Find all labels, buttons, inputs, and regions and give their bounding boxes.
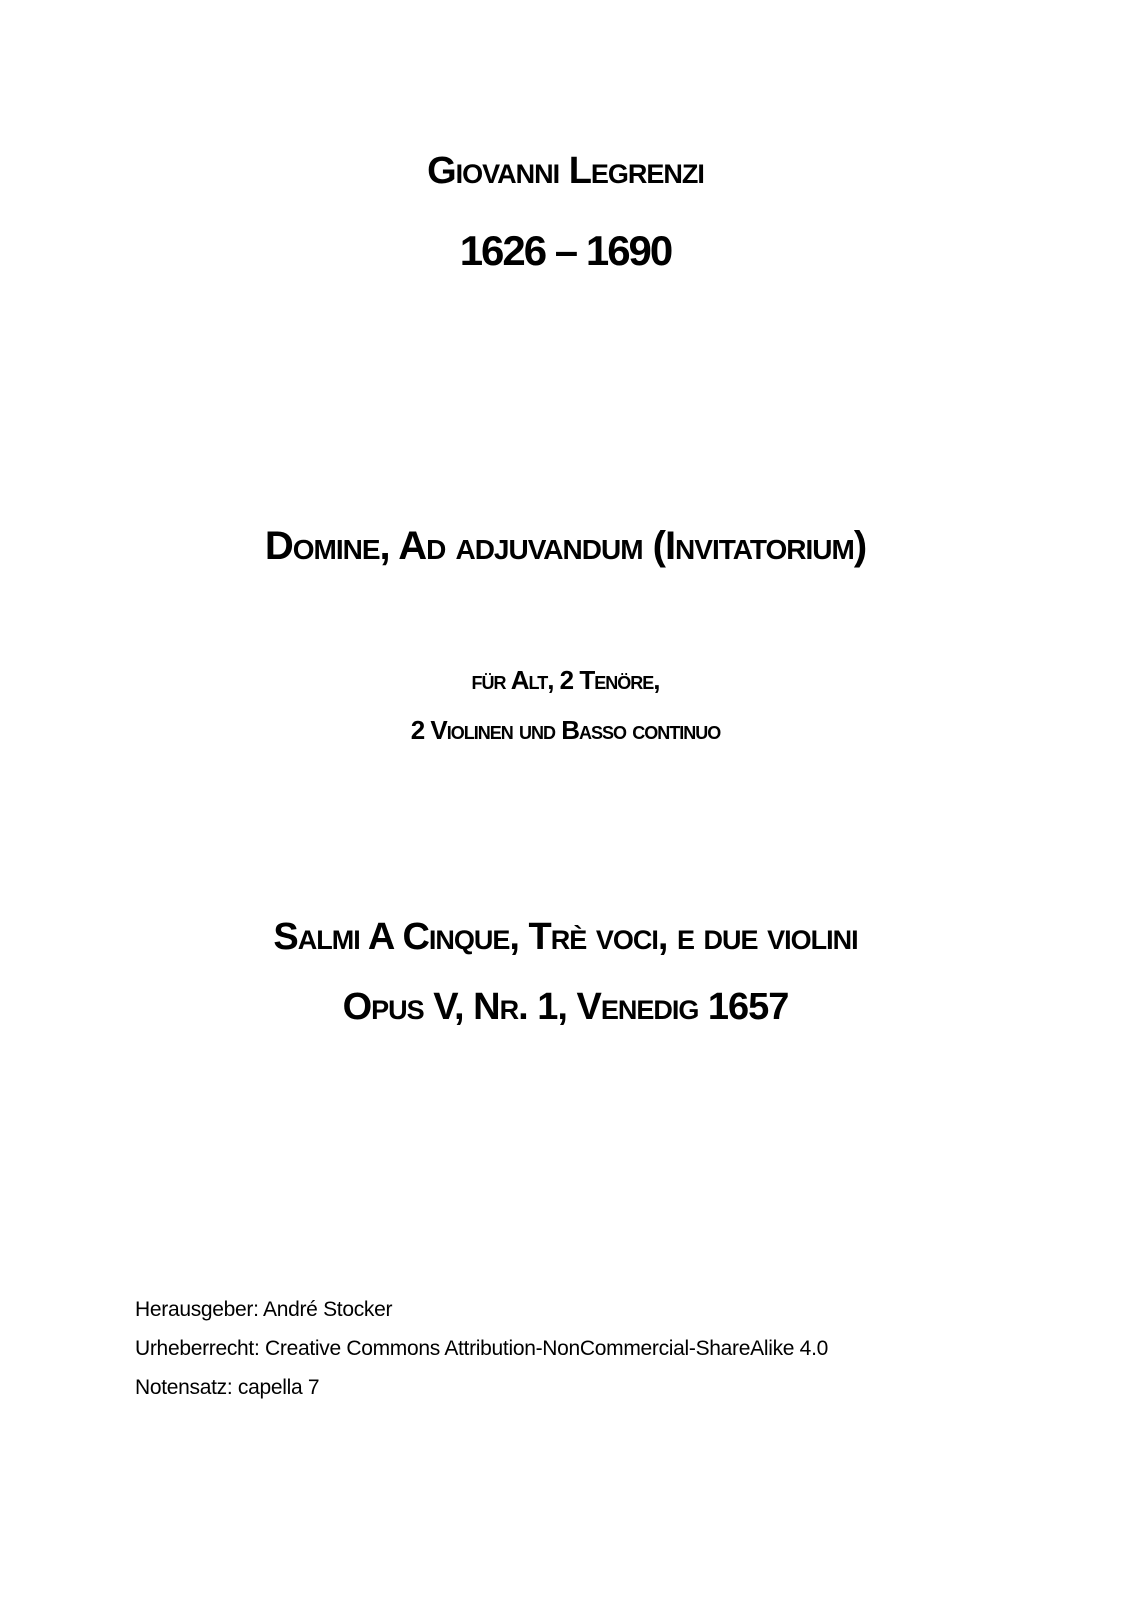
opus-info: Opus V, Nr. 1, Venedig 1657 xyxy=(342,986,789,1028)
collection-title: Salmi A Cinque, Trè voci, e due violini xyxy=(273,916,858,958)
scoring-line-1: für Alt, 2 Tenöre, xyxy=(471,665,660,695)
engraving-credit: Notensatz: capella 7 xyxy=(135,1376,320,1399)
composer-dates: 1626 – 1690 xyxy=(459,227,672,274)
scoring-line-2: 2 Violinen und Basso continuo xyxy=(410,715,721,745)
composer-name: Giovanni Legrenzi xyxy=(427,150,704,192)
credits-block xyxy=(135,1290,828,1407)
work-title: Domine, Ad adjuvandum (Invitatorium) xyxy=(264,524,867,568)
editor-credit: Herausgeber: André Stocker xyxy=(135,1298,393,1321)
copyright-credit: Urheberrecht: Creative Commons Attribution-NonCommercial-ShareAlike 4.0 xyxy=(135,1337,828,1360)
